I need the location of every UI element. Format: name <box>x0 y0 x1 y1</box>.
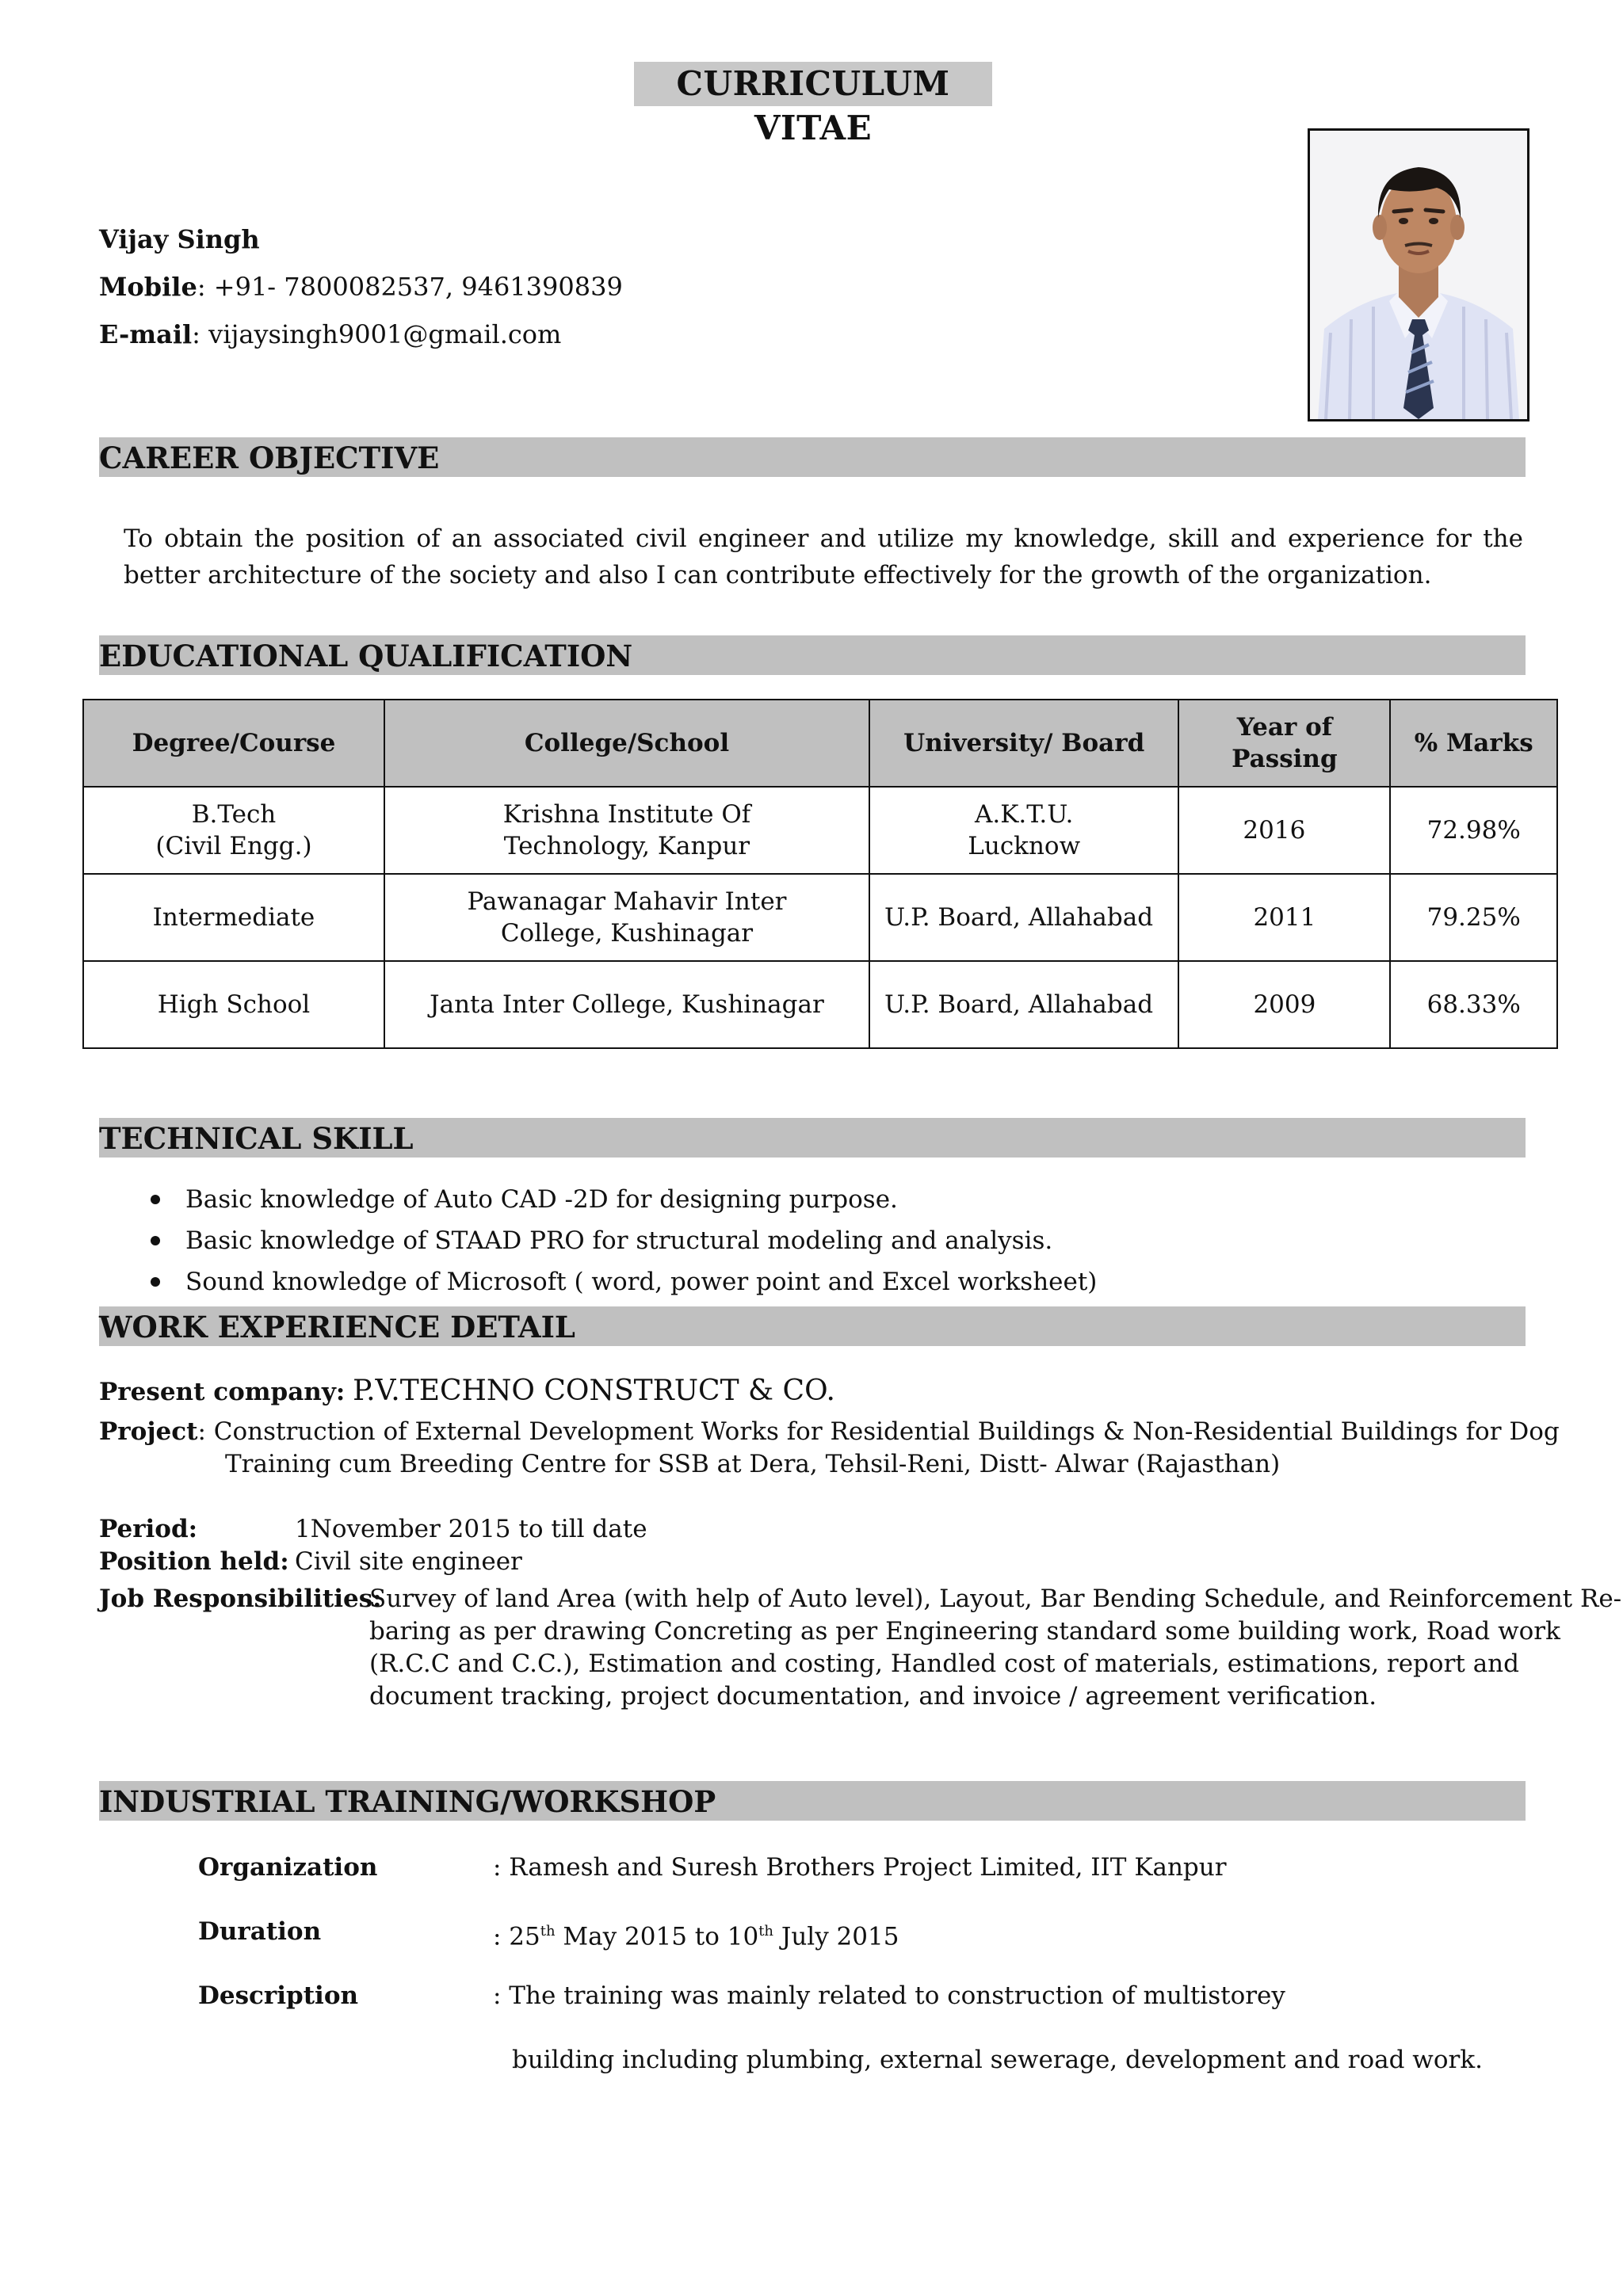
duration-value: : 25th May 2015 to 10th July 2015 <box>493 1922 899 1951</box>
responsibilities-label: Job Responsibilities: <box>99 1585 382 1613</box>
cell-university: U.P. Board, Allahabad <box>869 874 1178 961</box>
cell-degree: B.Tech (Civil Engg.) <box>83 787 384 874</box>
cell-college: Janta Inter College, Kushinagar <box>384 961 869 1048</box>
section-industrial-training: INDUSTRIAL TRAINING/WORKSHOP <box>99 1781 1526 1821</box>
duration-label: Duration <box>198 1917 322 1946</box>
cell-year: 2009 <box>1178 961 1390 1048</box>
position-label: Position held: <box>99 1547 289 1576</box>
cell-year: 2016 <box>1178 787 1390 874</box>
list-item: Sound knowledge of Microsoft ( word, power point and Excel worksheet) <box>151 1261 1097 1302</box>
cell-college: Krishna Institute Of Technology, Kanpur <box>384 787 869 874</box>
cell-marks: 72.98% <box>1390 787 1557 874</box>
position-value: Civil site engineer <box>295 1547 522 1576</box>
email-value: : vijaysingh9001@gmail.com <box>192 319 562 349</box>
organization-label: Organization <box>198 1853 378 1882</box>
cell-degree: High School <box>83 961 384 1048</box>
page-title: CURRICULUM VITAE <box>634 62 992 106</box>
organization-value: : Ramesh and Suresh Brothers Project Limited, IIT Kanpur <box>493 1853 1227 1882</box>
email-line <box>99 318 561 350</box>
education-header-row <box>83 700 1557 787</box>
mobile-value: : +91- 7800082537, 9461390839 <box>197 272 623 302</box>
period-value: 1November 2015 to till date <box>295 1515 647 1543</box>
bullet-icon <box>151 1277 160 1287</box>
cell-university: U.P. Board, Allahabad <box>869 961 1178 1048</box>
section-career-objective: CAREER OBJECTIVE <box>99 437 1526 477</box>
table-row <box>83 874 1557 961</box>
profile-photo <box>1308 128 1529 421</box>
header-university: University/ Board <box>869 700 1178 787</box>
cell-year: 2011 <box>1178 874 1390 961</box>
project-line-2: Training cum Breeding Centre for SSB at Dera, Tehsil-Reni, Distt- Alwar (Rajasthan) <box>225 1450 1281 1478</box>
cell-college: Pawanagar Mahavir Inter College, Kushinagar <box>384 874 869 961</box>
cell-marks: 68.33% <box>1390 961 1557 1048</box>
present-company-line <box>99 1375 835 1408</box>
education-table <box>82 699 1558 1049</box>
description-line-2: building including plumbing, external sewerage, development and road work. <box>512 2046 1483 2074</box>
bullet-icon <box>151 1195 160 1204</box>
cell-marks: 79.25% <box>1390 874 1557 961</box>
table-row <box>83 961 1557 1048</box>
cell-university: A.K.T.U. Lucknow <box>869 787 1178 874</box>
header-degree: Degree/Course <box>83 700 384 787</box>
description-label: Description <box>198 1981 359 2010</box>
mobile-line <box>99 271 623 303</box>
project-label: Project <box>99 1417 198 1446</box>
candidate-name: Vijay Singh <box>99 224 260 254</box>
responsibilities-line: (R.C.C and C.C.), Estimation and costing, Handled cost of materials, estimations, report and <box>369 1650 1519 1678</box>
skills-list <box>151 1179 1097 1302</box>
career-objective-text: To obtain the position of an associated civil engineer and utilize my knowledge, skill and experience for the better architecture of the society and also I can contribute effectively for the growth of the organization. <box>124 524 1523 589</box>
bullet-icon <box>151 1236 160 1245</box>
cell-degree: Intermediate <box>83 874 384 961</box>
mobile-label: Mobile <box>99 272 197 302</box>
period-label: Period: <box>99 1515 198 1543</box>
section-technical-skill: TECHNICAL SKILL <box>99 1118 1526 1158</box>
person-photo-icon <box>1310 131 1527 419</box>
list-item: Basic knowledge of STAAD PRO for structural modeling and analysis. <box>151 1220 1097 1261</box>
project-value: : Construction of External Development Works for Residential Buildings & Non-Residential Buildings for Dog <box>197 1417 1560 1446</box>
section-educational-qualification: EDUCATIONAL QUALIFICATION <box>99 635 1526 675</box>
header-marks: % Marks <box>1390 700 1557 787</box>
responsibilities-line: Survey of land Area (with help of Auto level), Layout, Bar Bending Schedule, and Reinforcement Re- <box>369 1585 1622 1613</box>
section-work-experience: WORK EXPERIENCE DETAIL <box>99 1306 1526 1346</box>
responsibilities-line: document tracking, project documentation, and invoice / agreement verification. <box>369 1682 1377 1711</box>
project-line <box>99 1416 1560 1447</box>
header-college: College/School <box>384 700 869 787</box>
present-company-label: Present company: <box>99 1378 346 1406</box>
responsibilities-line: baring as per drawing Concreting as per Engineering standard some building work, Road work <box>369 1617 1560 1646</box>
email-label: E-mail <box>99 319 193 349</box>
present-company-value: P.V.TECHNO CONSTRUCT & CO. <box>353 1375 835 1407</box>
description-line-1: : The training was mainly related to construction of multistorey <box>493 1981 1285 2010</box>
list-item: Basic knowledge of Auto CAD -2D for designing purpose. <box>151 1179 1097 1220</box>
header-year: Year of Passing <box>1178 700 1390 787</box>
table-row <box>83 787 1557 874</box>
